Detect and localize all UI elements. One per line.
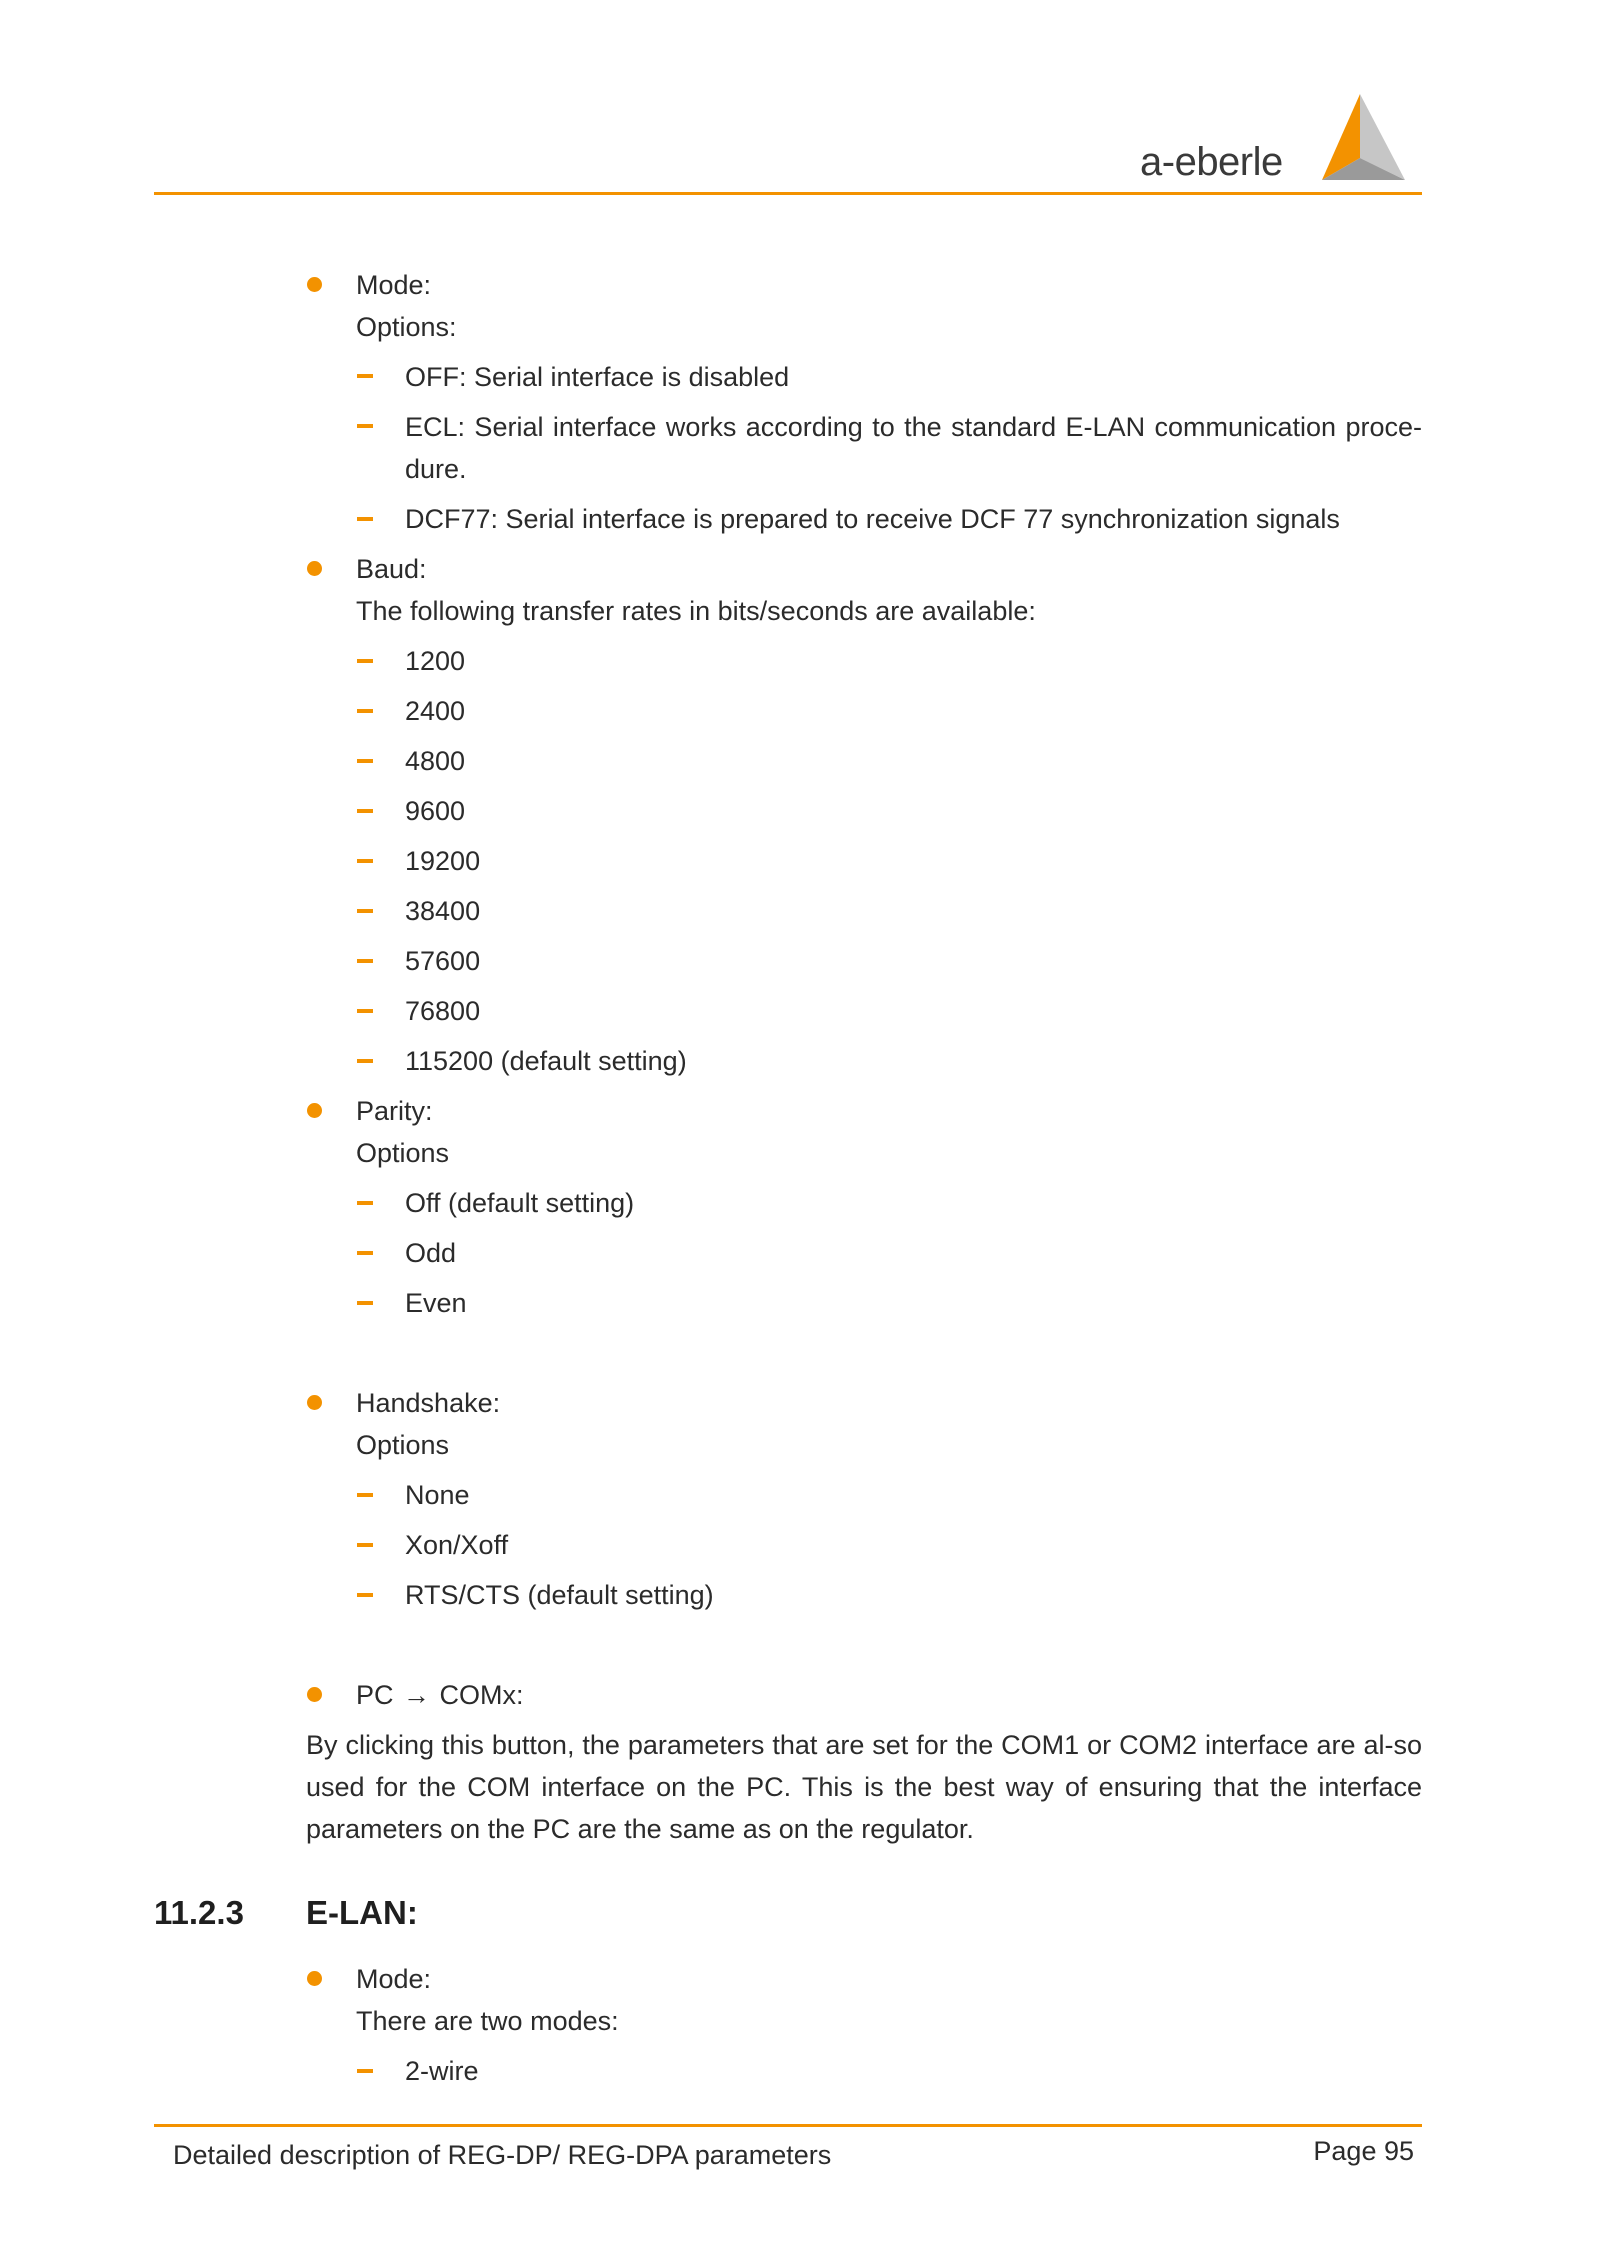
dash-icon xyxy=(357,1201,373,1205)
parity-option: Odd xyxy=(405,1238,457,1268)
baud-rate-item: 4800 xyxy=(405,746,466,776)
handshake-label: Handshake: xyxy=(356,1388,501,1418)
dash-icon xyxy=(357,1593,373,1597)
baud-rate-item: 2400 xyxy=(405,696,466,726)
pc-label: PC xyxy=(356,1680,394,1710)
header-rule xyxy=(154,192,1422,195)
parity-label: Parity: xyxy=(356,1096,433,1126)
dash-icon xyxy=(357,424,373,428)
baud-label: Baud: xyxy=(356,554,427,584)
handshake-option: Xon/Xoff xyxy=(405,1530,509,1560)
bullet-icon xyxy=(307,1971,322,1986)
baud-rate-item: 57600 xyxy=(405,946,481,976)
dash-icon xyxy=(357,959,373,963)
dash-icon xyxy=(357,1543,373,1547)
dash-icon xyxy=(357,709,373,713)
dash-icon xyxy=(357,1301,373,1305)
parity-option: Even xyxy=(405,1288,467,1318)
parity-option: Off (default setting) xyxy=(405,1188,635,1218)
dash-icon xyxy=(357,659,373,663)
handshake-options-label: Options xyxy=(356,1430,450,1460)
dash-icon xyxy=(357,2069,373,2073)
mode-label: Mode: xyxy=(356,270,432,300)
section-number: 11.2.3 xyxy=(154,1894,244,1931)
dash-icon xyxy=(357,859,373,863)
handshake-option: RTS/CTS (default setting) xyxy=(405,1580,714,1610)
dash-icon xyxy=(357,909,373,913)
dash-icon xyxy=(357,1251,373,1255)
dash-icon xyxy=(357,1493,373,1497)
mode-option-dcf77: DCF77: Serial interface is prepared to receive DCF 77 synchronization signals xyxy=(405,504,1340,534)
logo-text: a-eberle xyxy=(1140,140,1283,184)
elan-mode-description: There are two modes: xyxy=(356,2006,619,2036)
dash-icon xyxy=(357,374,373,378)
page-number: Page 95 xyxy=(1313,2136,1414,2166)
baud-rate-item: 76800 xyxy=(405,996,481,1026)
elan-mode-option: 2-wire xyxy=(405,2056,479,2086)
pc-comx-description: By clicking this button, the parameters that are set for the COM1 or COM2 interface are al-so used for the COM interface on the PC. This is the best way of ensuring that the interface parameters on the PC are the same as on the regulator. xyxy=(306,1730,1422,1844)
mode-options-label: Options: xyxy=(356,312,457,342)
pc-comx-label xyxy=(356,1678,524,1712)
handshake-option: None xyxy=(405,1480,470,1510)
dash-icon xyxy=(357,517,373,521)
bullet-icon xyxy=(307,561,322,576)
mode-option-off: OFF: Serial interface is disabled xyxy=(405,362,790,392)
dash-icon xyxy=(357,759,373,763)
bullet-icon xyxy=(307,1687,322,1702)
baud-rate-item: 19200 xyxy=(405,846,481,876)
dash-icon xyxy=(357,1059,373,1063)
bullet-icon xyxy=(307,1103,322,1118)
parity-options-label: Options xyxy=(356,1138,450,1168)
footer-rule xyxy=(154,2124,1422,2127)
baud-rate-item: 38400 xyxy=(405,896,481,926)
dash-icon xyxy=(357,1009,373,1013)
bullet-icon xyxy=(307,1395,322,1410)
baud-rate-item: 9600 xyxy=(405,796,466,826)
baud-description: The following transfer rates in bits/seconds are available: xyxy=(356,596,1036,626)
baud-rate-item: 115200 (default setting) xyxy=(405,1046,687,1076)
mode-option-ecl-cont: dure. xyxy=(405,454,467,484)
section-title: E-LAN: xyxy=(306,1894,418,1931)
baud-rate-item: 1200 xyxy=(405,646,466,676)
footer-document-title: Detailed description of REG-DP/ REG-DPA parameters xyxy=(173,2140,832,2170)
elan-mode-label: Mode: xyxy=(356,1964,432,1994)
company-logo xyxy=(1140,88,1410,188)
bullet-icon xyxy=(307,277,322,292)
dash-icon xyxy=(357,809,373,813)
mode-option-ecl: ECL: Serial interface works according to the standard E-LAN communication proce- xyxy=(405,412,1422,442)
comx-label: COMx: xyxy=(439,1680,524,1710)
arrow-right-icon: → xyxy=(403,1680,431,1710)
triangle-logo-icon xyxy=(1310,88,1410,184)
